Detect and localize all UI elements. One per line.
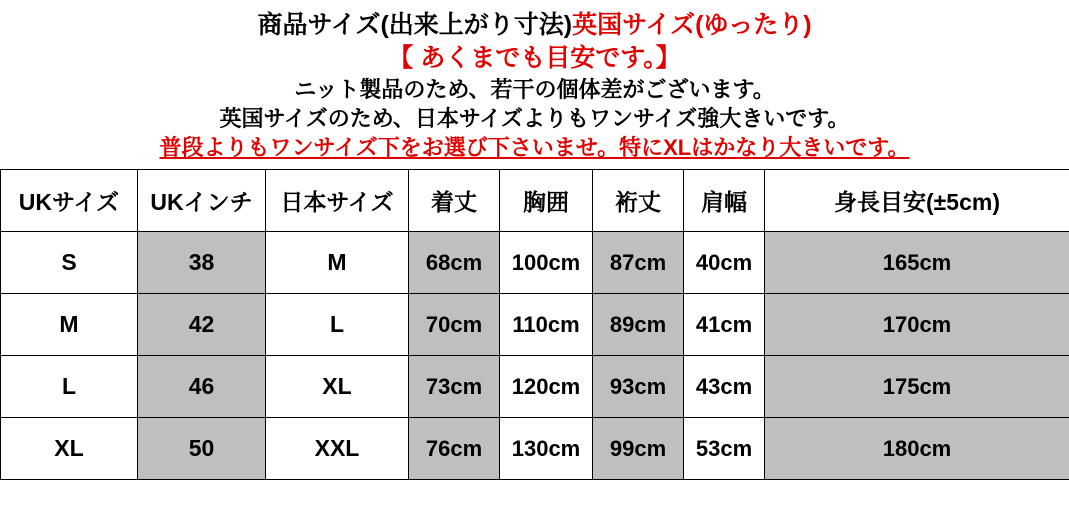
cell-shoulder: 43cm: [684, 356, 765, 418]
cell-uk-inch: 50: [138, 418, 266, 480]
note-line-2: 【 あくまでも目安です。】: [388, 43, 681, 72]
cell-height: 170cm: [765, 294, 1069, 356]
table-row: [1, 356, 1069, 418]
table-row: [1, 294, 1069, 356]
column-header-uk-size: UKサイズ: [1, 170, 138, 232]
cell-sleeve: 89cm: [593, 294, 684, 356]
note-line-4: 英国サイズのため、日本サイズよりもワンサイズ強大きいです。: [219, 105, 850, 131]
cell-uk-inch: 46: [138, 356, 266, 418]
cell-uk-size: M: [1, 294, 138, 356]
column-header-shoulder: 肩幅: [684, 170, 765, 232]
cell-height: 165cm: [765, 232, 1069, 294]
cell-sleeve: 93cm: [593, 356, 684, 418]
cell-length: 68cm: [409, 232, 500, 294]
notes-block: [0, 0, 1069, 169]
cell-sleeve: 87cm: [593, 232, 684, 294]
note-line-1-red: 英国サイズ(ゆったり): [572, 11, 812, 39]
cell-height: 180cm: [765, 418, 1069, 480]
column-header-jp-size: 日本サイズ: [266, 170, 409, 232]
cell-jp-size: XXL: [266, 418, 409, 480]
column-header-sleeve: 裄丈: [593, 170, 684, 232]
cell-jp-size: XL: [266, 356, 409, 418]
cell-length: 73cm: [409, 356, 500, 418]
size-table: [0, 169, 1069, 480]
cell-jp-size: M: [266, 232, 409, 294]
column-header-chest: 胸囲: [500, 170, 593, 232]
cell-height: 175cm: [765, 356, 1069, 418]
cell-jp-size: L: [266, 294, 409, 356]
cell-uk-size: S: [1, 232, 138, 294]
cell-shoulder: 40cm: [684, 232, 765, 294]
column-header-length: 着丈: [409, 170, 500, 232]
note-line-1: [0, 10, 1069, 41]
note-line-5: 普段よりもワンサイズ下をお選び下さいませ。特にXLはかなり大きいです。: [159, 134, 910, 160]
cell-uk-size: L: [1, 356, 138, 418]
cell-chest: 130cm: [500, 418, 593, 480]
cell-length: 76cm: [409, 418, 500, 480]
table-header: [1, 170, 1069, 232]
cell-uk-size: XL: [1, 418, 138, 480]
cell-chest: 120cm: [500, 356, 593, 418]
cell-uk-inch: 42: [138, 294, 266, 356]
note-line-1-black: 商品サイズ(出来上がり寸法): [257, 11, 573, 39]
column-header-height: 身長目安(±5cm): [765, 170, 1069, 232]
cell-sleeve: 99cm: [593, 418, 684, 480]
cell-chest: 100cm: [500, 232, 593, 294]
table-row: [1, 418, 1069, 480]
note-line-3: ニット製品のため、若干の個体差がございます。: [294, 77, 775, 102]
cell-uk-inch: 38: [138, 232, 266, 294]
column-header-uk-inch: UKインチ: [138, 170, 266, 232]
cell-shoulder: 41cm: [684, 294, 765, 356]
table-body: [1, 232, 1069, 480]
cell-chest: 110cm: [500, 294, 593, 356]
cell-length: 70cm: [409, 294, 500, 356]
table-header-row: [1, 170, 1069, 232]
cell-shoulder: 53cm: [684, 418, 765, 480]
table-row: [1, 232, 1069, 294]
